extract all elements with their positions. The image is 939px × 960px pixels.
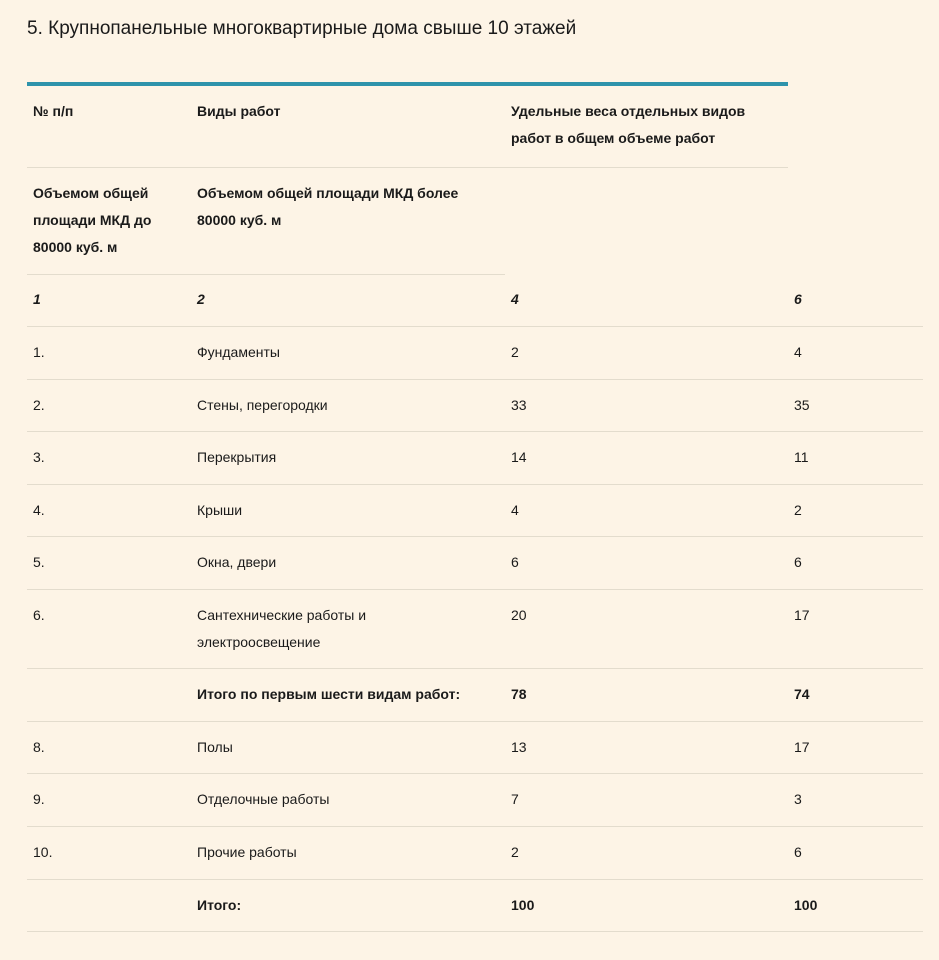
row-divider xyxy=(27,668,923,669)
numbering-col4: 6 xyxy=(794,291,802,307)
row-large: 3 xyxy=(794,791,802,807)
total-label: Итого: xyxy=(197,897,242,913)
table-bottom-border xyxy=(27,931,923,932)
row-small: 33 xyxy=(511,397,527,413)
row-small: 4 xyxy=(511,502,519,518)
row-divider xyxy=(27,484,923,485)
row-small: 14 xyxy=(511,449,527,465)
row-num: 4. xyxy=(33,502,45,518)
row-work: Отделочные работы xyxy=(197,791,330,807)
row-work: Фундаменты xyxy=(197,344,280,360)
row-large: 35 xyxy=(794,397,810,413)
subtotal-label: Итого по первым шести видам работ: xyxy=(197,686,461,702)
row-work: Стены, перегородки xyxy=(197,397,328,413)
row-num: 5. xyxy=(33,554,45,570)
row-small: 2 xyxy=(511,844,519,860)
row-divider xyxy=(27,431,923,432)
subtotal-large: 74 xyxy=(794,686,810,702)
subheader-large-line2: 80000 куб. м xyxy=(197,212,282,228)
row-work-line1: Сантехнические работы и xyxy=(197,607,367,623)
row-large: 11 xyxy=(794,449,809,465)
row-small: 2 xyxy=(511,344,519,360)
row-work: Крыши xyxy=(197,502,243,518)
row-divider xyxy=(27,326,923,327)
subheader-small-line1: Объемом общей xyxy=(33,185,149,201)
row-small: 20 xyxy=(511,607,527,623)
header-divider-1 xyxy=(27,167,788,168)
total-small: 100 xyxy=(511,897,535,913)
subheader-small-line3: 80000 куб. м xyxy=(33,239,118,255)
numbering-col1: 1 xyxy=(33,291,41,307)
header-num: № п/п xyxy=(33,103,74,119)
header-divider-2 xyxy=(27,274,505,275)
total-large: 100 xyxy=(794,897,818,913)
row-num: 9. xyxy=(33,791,45,807)
row-work: Полы xyxy=(197,739,233,755)
row-work: Окна, двери xyxy=(197,554,277,570)
row-divider xyxy=(27,826,923,827)
header-works: Виды работ xyxy=(197,103,281,119)
row-divider xyxy=(27,589,923,590)
table-top-border xyxy=(27,82,788,86)
row-num: 10. xyxy=(33,844,53,860)
row-large: 17 xyxy=(794,607,810,623)
row-large: 17 xyxy=(794,739,810,755)
subheader-small-line2: площади МКД до xyxy=(33,212,152,228)
header-weights-line2: работ в общем объеме работ xyxy=(511,130,716,146)
row-num: 3. xyxy=(33,449,45,465)
row-small: 6 xyxy=(511,554,519,570)
row-num: 2. xyxy=(33,397,45,413)
row-work-line2: электроосвещение xyxy=(197,634,321,650)
row-divider xyxy=(27,379,923,380)
page-title: 5. Крупнопанельные многоквартирные дома свыше 10 этажей xyxy=(27,18,577,39)
numbering-col2: 2 xyxy=(197,291,205,307)
row-large: 6 xyxy=(794,554,802,570)
row-small: 13 xyxy=(511,739,527,755)
row-divider xyxy=(27,536,923,537)
row-num: 6. xyxy=(33,607,45,623)
row-small: 7 xyxy=(511,791,519,807)
row-divider xyxy=(27,721,923,722)
header-weights-line1: Удельные веса отдельных видов xyxy=(511,103,746,119)
subtotal-small: 78 xyxy=(511,686,527,702)
row-large: 6 xyxy=(794,844,802,860)
row-divider xyxy=(27,879,923,880)
row-work: Перекрытия xyxy=(197,449,277,465)
row-work: Прочие работы xyxy=(197,844,297,860)
row-large: 4 xyxy=(794,344,802,360)
subheader-large-line1: Объемом общей площади МКД более xyxy=(197,185,459,201)
row-large: 2 xyxy=(794,502,802,518)
row-num: 8. xyxy=(33,739,45,755)
numbering-col3: 4 xyxy=(511,291,519,307)
row-divider xyxy=(27,773,923,774)
row-num: 1. xyxy=(33,344,45,360)
